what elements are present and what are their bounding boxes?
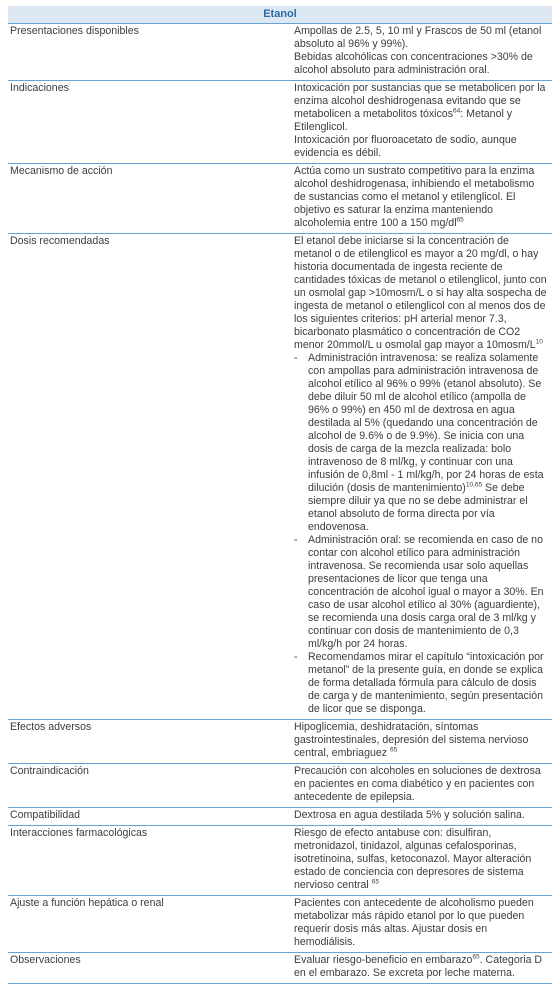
row-value-indicaciones [280, 81, 552, 164]
bullet-text: Recomendamos mirar el capítulo “intoxicación por metanol” de la presente guía, en donde se explica de forma detallada fórmula para cálculo de dosis de carga y de mantenimiento, según presentación de licor que se disponga. [308, 651, 544, 715]
reference-marker: 10,65 [465, 481, 483, 489]
reference-marker: 65 [389, 746, 398, 754]
table-row [8, 764, 552, 808]
row-label-ajuste: Ajuste a función hepática o renal [8, 896, 280, 953]
table-header-row [8, 6, 552, 24]
reference-marker: 10 [535, 338, 543, 346]
row-value-compatibilidad: Dextrosa en agua destilada 5% y solución salina. [280, 808, 552, 826]
interactions-body: Riesgo de efecto antabuse con: disulfiran, metronidazol, tinidazol, algunas cefalosporinas, isotretinoina, sulfas, ketoconazol. Mayor alteración estado de conciencia con depresores de sistema nervioso central [294, 827, 532, 891]
table-row [8, 234, 552, 720]
row-label-compatibilidad: Compatibilidad [8, 808, 280, 826]
row-value-ajuste: Pacientes con antecedente de alcoholismo pueden metabolizar más rápido etanol por lo que pueden requerir dosis más altas. Ajustar dosis en hemodiálisis. [280, 896, 552, 953]
row-value-dosis [280, 234, 552, 720]
bullet-dash: - [294, 651, 298, 663]
presentation-line: Bebidas alcohólicas con concentraciones >30% de alcohol absoluto para administración oral. [294, 51, 533, 76]
dose-intro [294, 235, 548, 352]
table-row [8, 953, 552, 984]
dose-bullet-intravenous [294, 352, 548, 534]
reference-marker: 65 [456, 216, 464, 224]
table-row [8, 826, 552, 896]
bullet-text: Administración oral: se recomienda en caso de no contar con alcohol etílico para administración intravenosa. Se recomienda usar solo aquellas presentaciones de licor que tenga una concentración de alcohol igual o mayor a 30%. En caso de usar alcohol etílico al 30% (aguardiente), se recomienda una dosis carga oral de 3 ml/kg y continuar con dosis de mantenimiento de 0,3 ml/kg/h por 24 horas. [308, 534, 544, 650]
row-value-presentaciones [280, 24, 552, 81]
bullet-body: Administración intravenosa: se realiza solamente con ampollas para administración intravenosa de alcohol etílico al 96% o 99% (etanol absoluto). Se debe diluir 50 ml de alcohol etílico (ampolla de 96% o 99%) en 450 ml de dextrosa en agua destilada al 5% (quedando una concentración de alcohol de 9.6% o de 9.9%). Se inicia con una dosis de carga de la mezcla realizada: bolo intravenoso de 8 ml/kg, y continuar con una infusión de 0,8ml - 1 ml/kg/h, por 24 horas de esta dilución (dosis de mantenimiento) [308, 352, 544, 494]
mechanism-text [294, 165, 548, 230]
table-row [8, 81, 552, 164]
indication-line: Intoxicación por fluoroacetato de sodio, aunque evidencia es débil. [294, 134, 517, 159]
observations-body: . Categoria D en el embarazo. Se excreta por leche materna. [294, 954, 543, 979]
bullet-text [308, 352, 548, 534]
row-value-contraindicacion: Precaución con alcoholes en soluciones de dextrosa en pacientes en coma diabético y en pacientes con antecedente de epilepsia. [280, 764, 552, 808]
table-row [8, 808, 552, 826]
observations-text [294, 954, 548, 980]
interactions-text [294, 827, 548, 892]
row-value-observaciones [280, 953, 552, 984]
row-label-presentaciones: Presentaciones disponibles [8, 24, 280, 81]
effects-body: Hipoglicemia, deshidratación, síntomas gastrointestinales, depresión del sistema nervioso central, embriaguez [294, 721, 529, 759]
row-label-efectos: Efectos adversos [8, 720, 280, 764]
row-label-indicaciones: Indicaciones [8, 81, 280, 164]
row-value-efectos [280, 720, 552, 764]
etanol-table [8, 6, 552, 984]
row-label-observaciones: Observaciones [8, 953, 280, 984]
table-row [8, 24, 552, 81]
dose-intro-text: El etanol debe iniciarse si la concentración de metanol o de etilenglicol es mayor a 20 mg/dl, o hay historia documentada de ingesta reciente de cantidades tóxicas de metanol o etilenglicol, junto con un osmolal gap >10mosm/L o si hay alta sospecha de ingesta de metanol o etilenglicol con al menos dos de los siguientes criterios: pH arterial menor 7.3, bicarbonato plasmático o concentración de CO2 menor 20mmol/L u osmolal gap mayor a 10mosm/L [294, 235, 547, 351]
row-value-mecanismo [280, 164, 552, 234]
indication-line [294, 82, 548, 134]
indication-text: Intoxicación por sustancias que se metabolicen por la enzima alcohol deshidrogenasa evitando que se metabolicen a metabolitos tóxicos [294, 82, 546, 120]
dose-bullet-oral [294, 534, 548, 651]
table-row [8, 164, 552, 234]
reference-marker: 64 [453, 107, 461, 115]
dose-bullet-reference [294, 651, 548, 716]
row-label-contraindicacion: Contraindicación [8, 764, 280, 808]
bullet-dash: - [294, 352, 298, 364]
presentation-line: Ampollas de 2.5, 5, 10 ml y Frascos de 50 ml (etanol absoluto al 96% y 99%). [294, 25, 542, 50]
table-row [8, 896, 552, 953]
row-value-interacciones [280, 826, 552, 896]
observations-body: Evaluar riesgo-beneficio en embarazo [294, 954, 473, 966]
table-row [8, 720, 552, 764]
mechanism-body: Actúa como un sustrato competitivo para la enzima alcohol deshidrogenasa, inhibiendo el metabolismo de sustancias como el metanol y etilenglicol. El objetivo es saturar la enzima manteniendo alcoholemia entre 100 a 150 mg/dl [294, 165, 535, 229]
bullet-dash: - [294, 534, 298, 546]
row-label-mecanismo: Mecanismo de acción [8, 164, 280, 234]
bullet-body: Se debe siempre diluir ya que no se debe administrar el etanol absoluto de forma directa por vía endovenosa. [308, 482, 528, 533]
row-label-interacciones: Interacciones farmacológicas [8, 826, 280, 896]
reference-marker: 65 [371, 878, 379, 886]
reference-marker: 65 [472, 953, 480, 961]
table-title: Etanol [8, 6, 552, 24]
effects-text [294, 721, 548, 760]
row-label-dosis: Dosis recomendadas [8, 234, 280, 720]
indication-text: : Metanol y Etilenglicol. [294, 108, 513, 133]
